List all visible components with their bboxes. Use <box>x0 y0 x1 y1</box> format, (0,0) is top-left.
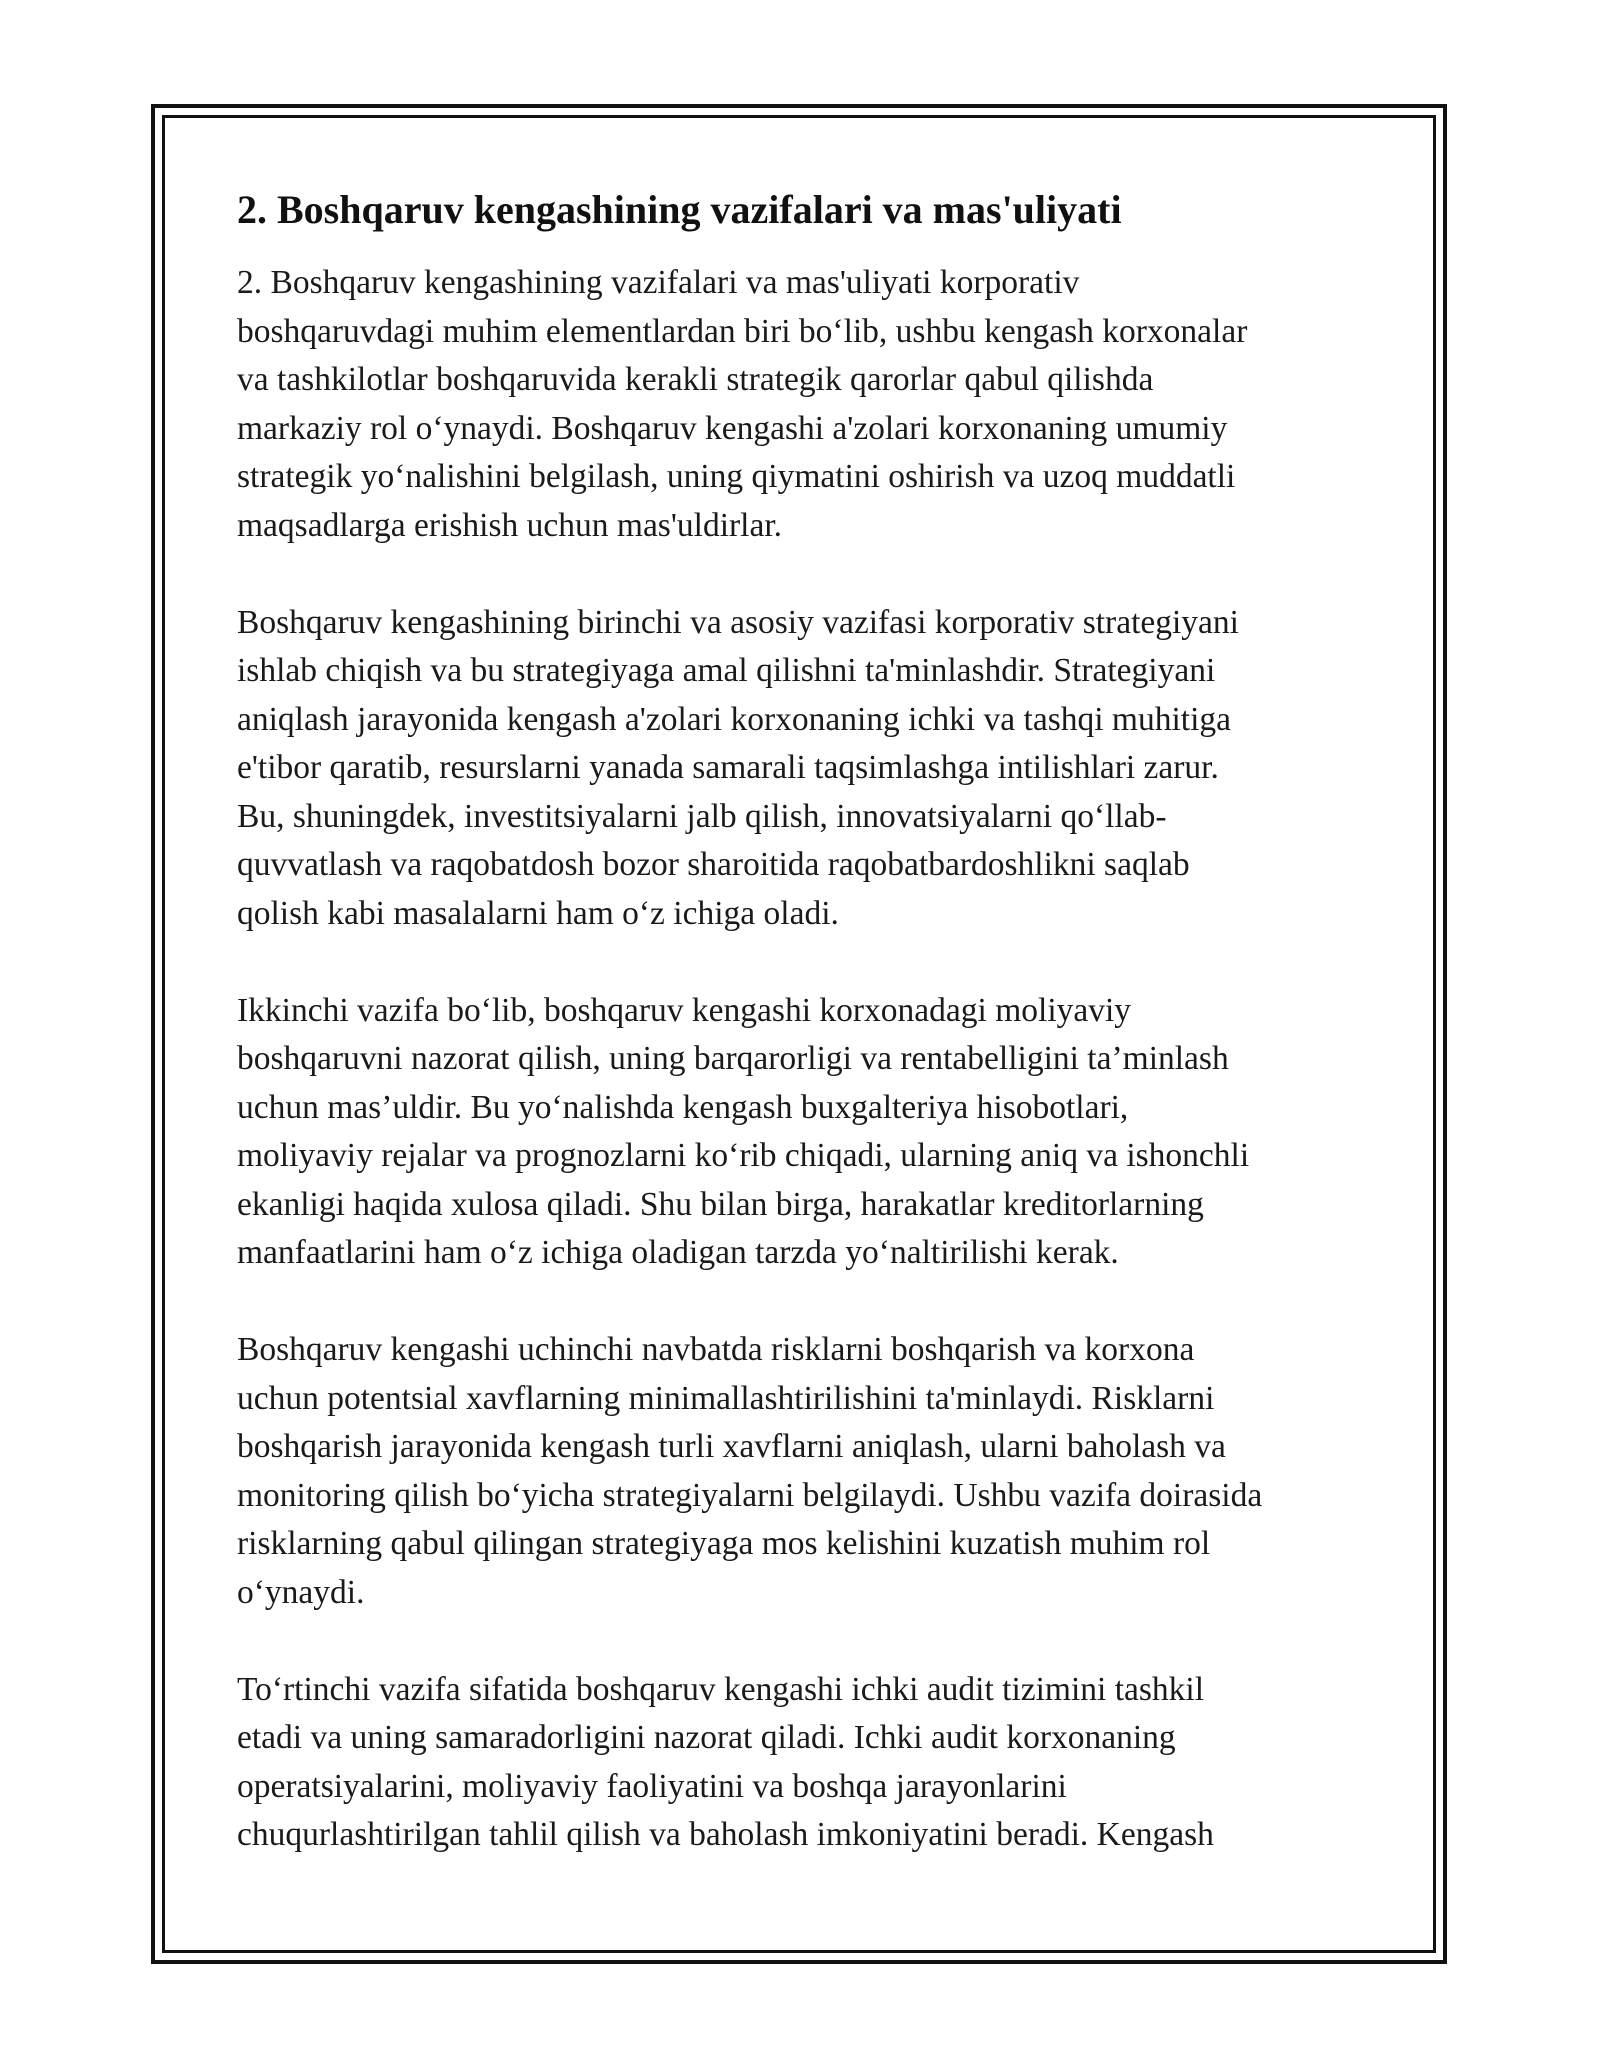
document-content <box>237 185 1367 1860</box>
paragraph-line: ekanligi haqida xulosa qiladi. Shu bilan birga, harakatlar kreditorlarning <box>237 1185 1204 1223</box>
paragraph-line: 2. Boshqaruv kengashining vazifalari va mas'uliyati korporativ <box>237 264 1080 301</box>
paragraph-line: maqsadlarga erishish uchun mas'uldirlar. <box>237 506 783 544</box>
paragraph-line: To‘rtinchi vazifa sifatida boshqaruv kengashi ichki audit tizimini tashkil <box>237 1670 1205 1708</box>
body-paragraph <box>237 259 1367 550</box>
paragraph-line: uchun mas’uldir. Bu yo‘nalishda kengash buxgalteriya hisobotlari, <box>237 1088 1129 1126</box>
paragraph-line: markaziy rol o‘ynaydi. Boshqaruv kengashi a'zolari korxonaning umumiy <box>237 409 1228 447</box>
body-paragraph <box>237 599 1367 939</box>
paragraph-line: Ikkinchi vazifa bo‘lib, boshqaruv kengashi korxonadagi moliyaviy <box>237 991 1132 1029</box>
paragraph-line: Bu, shuningdek, investitsiyalarni jalb qilish, innovatsiyalarni qo‘llab- <box>237 797 1167 835</box>
paragraph-line: operatsiyalarini, moliyaviy faoliyatini va boshqa jarayonlarini <box>237 1767 1067 1805</box>
paragraph-line: va tashkilotlar boshqaruvida kerakli strategik qarorlar qabul qilishda <box>237 361 1154 398</box>
paragraph-line: manfaatlarini ham o‘z ichiga oladigan tarzda yo‘naltirilishi kerak. <box>237 1234 1119 1271</box>
paragraph-line: etadi va uning samaradorligini nazorat qiladi. Ichki audit korxonaning <box>237 1719 1176 1756</box>
paragraph-line: risklarning qabul qilingan strategiyaga mos kelishini kuzatish muhim rol <box>237 1525 1211 1562</box>
paragraph-line: quvvatlash va raqobatdosh bozor sharoitida raqobatbardoshlikni saqlab <box>237 846 1190 883</box>
paragraph-line: aniqlash jarayonida kengash a'zolari korxonaning ichki va tashqi muhitiga <box>237 700 1232 738</box>
paragraphs-container <box>237 259 1367 1860</box>
body-paragraph <box>237 987 1367 1278</box>
paragraph-line: Boshqaruv kengashi uchinchi navbatda risklarni boshqarish va korxona <box>237 1331 1195 1368</box>
paragraph-line: boshqarish jarayonida kengash turli xavflarni aniqlash, ularni baholash va <box>237 1428 1226 1465</box>
paragraph-line: o‘ynaydi. <box>237 1573 365 1611</box>
paragraph-line: monitoring qilish bo‘yicha strategiyalarni belgilaydi. Ushbu vazifa doirasida <box>237 1476 1263 1514</box>
paragraph-line: Boshqaruv kengashining birinchi va asosiy vazifasi korporativ strategiyani <box>237 603 1239 641</box>
paragraph-line: chuqurlashtirilgan tahlil qilish va baholash imkoniyatini beradi. Kengash <box>237 1816 1214 1853</box>
body-paragraph <box>237 1666 1367 1860</box>
paragraph-line: boshqaruvni nazorat qilish, uning barqarorligi va rentabelligini ta’minlash <box>237 1040 1229 1077</box>
body-paragraph <box>237 1326 1367 1617</box>
paragraph-line: strategik yo‘nalishini belgilash, uning qiymatini oshirish va uzoq muddatli <box>237 458 1236 495</box>
paragraph-line: boshqaruvdagi muhim elementlardan biri bo‘lib, ushbu kengash korxonalar <box>237 312 1248 350</box>
paragraph-line: ishlab chiqish va bu strategiyaga amal qilishni ta'minlashdir. Strategiyani <box>237 652 1216 689</box>
paragraph-line: qolish kabi masalalarni ham o‘z ichiga oladi. <box>237 894 839 932</box>
paragraph-line: uchun potentsial xavflarning minimallashtirilishini ta'minlaydi. Risklarni <box>237 1379 1215 1417</box>
section-heading: 2. Boshqaruv kengashining vazifalari va mas'uliyati <box>237 187 1122 232</box>
paragraph-line: e'tibor qaratib, resurslarni yanada samarali taqsimlashga intilishlari zarur. <box>237 749 1219 786</box>
paragraph-line: moliyaviy rejalar va prognozlarni ko‘rib chiqadi, ularning aniq va ishonchli <box>237 1137 1250 1174</box>
